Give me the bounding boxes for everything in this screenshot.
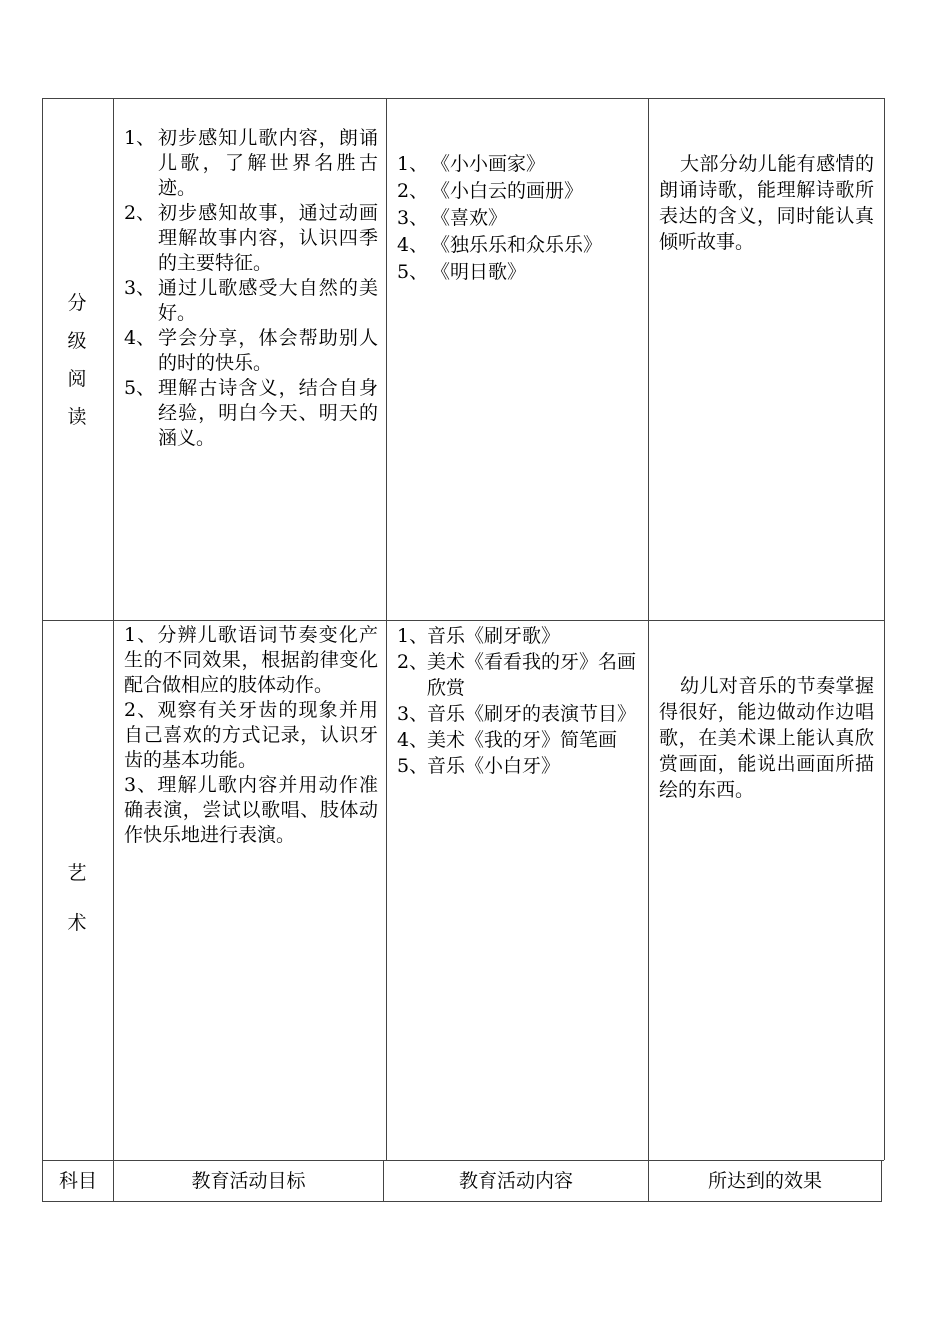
goal-item: 2、观察有关牙齿的现象并用自己喜欢的方式记录，认识牙齿的基本功能。 <box>124 699 378 771</box>
goal-item: 1、 初步感知儿歌内容，朗诵儿歌，了解世界名胜古迹。 <box>124 127 378 199</box>
goals-cell <box>124 126 378 451</box>
header-goals: 教育活动目标 <box>191 1170 306 1192</box>
content-item: 4、 《独乐乐和众乐乐》 <box>397 234 603 256</box>
header-contents: 教育活动内容 <box>458 1170 573 1192</box>
goals-cell <box>124 623 378 848</box>
subject-char: 阅 <box>67 368 87 390</box>
goal-item: 4、 学会分享，体会帮助别人的时的快乐。 <box>124 327 378 374</box>
goal-item: 3、 通过儿歌感受大自然的美好。 <box>124 277 378 324</box>
content-item: 5、 音乐《小白牙》 <box>397 755 561 777</box>
contents-cell <box>397 151 643 286</box>
subject-char: 级 <box>67 330 87 352</box>
table-border-top <box>42 98 884 99</box>
subject-cell <box>43 848 111 948</box>
goal-item: 1、分辨儿歌语词节奏变化产生的不同效果，根据韵律变化配合做相应的肢体动作。 <box>124 624 378 696</box>
content-item: 3、 《喜欢》 <box>397 207 508 229</box>
content-item: 4、 美术《我的牙》简笔画 <box>397 729 618 751</box>
goal-item: 5、 理解古诗含义，结合自身经验，明白今天、明天的涵义。 <box>124 377 378 449</box>
column-border <box>42 98 43 1202</box>
effect-cell: 大部分幼儿能有感情的朗诵诗歌，能理解诗歌所表达的含义，同时能认真倾听故事。 <box>659 153 874 253</box>
row-divider <box>42 620 884 621</box>
subject-char: 艺 <box>67 862 87 884</box>
subject-char: 读 <box>67 406 87 428</box>
contents-cell <box>397 623 643 779</box>
content-item: 3、 音乐《刷牙的表演节目》 <box>397 703 637 725</box>
subject-char: 分 <box>67 292 87 314</box>
column-border <box>113 98 114 1202</box>
column-border <box>386 98 387 1160</box>
column-border <box>884 98 885 1160</box>
content-item: 1、 《小小画家》 <box>397 153 546 175</box>
content-item: 2、 《小白云的画册》 <box>397 180 584 202</box>
content-item: 1、 音乐《刷牙歌》 <box>397 625 561 647</box>
column-border <box>648 98 649 1202</box>
content-item: 2、 美术《看看我的牙》名画欣赏 <box>397 651 637 699</box>
subject-cell <box>43 284 111 436</box>
content-item: 5、 《明日歌》 <box>397 261 527 283</box>
goal-item: 2、 初步感知故事，通过动画理解故事内容，认识四季的主要特征。 <box>124 202 378 274</box>
header-effects: 所达到的效果 <box>707 1170 822 1192</box>
column-border <box>881 1160 882 1202</box>
subject-char: 术 <box>67 912 87 934</box>
table-border-bottom <box>42 1201 881 1202</box>
header-subject: 科目 <box>58 1170 97 1192</box>
goal-item: 3、理解儿歌内容并用动作准确表演，尝试以歌唱、肢体动作快乐地进行表演。 <box>124 774 378 846</box>
effect-cell: 幼儿对音乐的节奏掌握得很好，能边做动作边唱歌，在美术课上能认真欣赏画面，能说出画面所描绘的东西。 <box>659 675 874 801</box>
